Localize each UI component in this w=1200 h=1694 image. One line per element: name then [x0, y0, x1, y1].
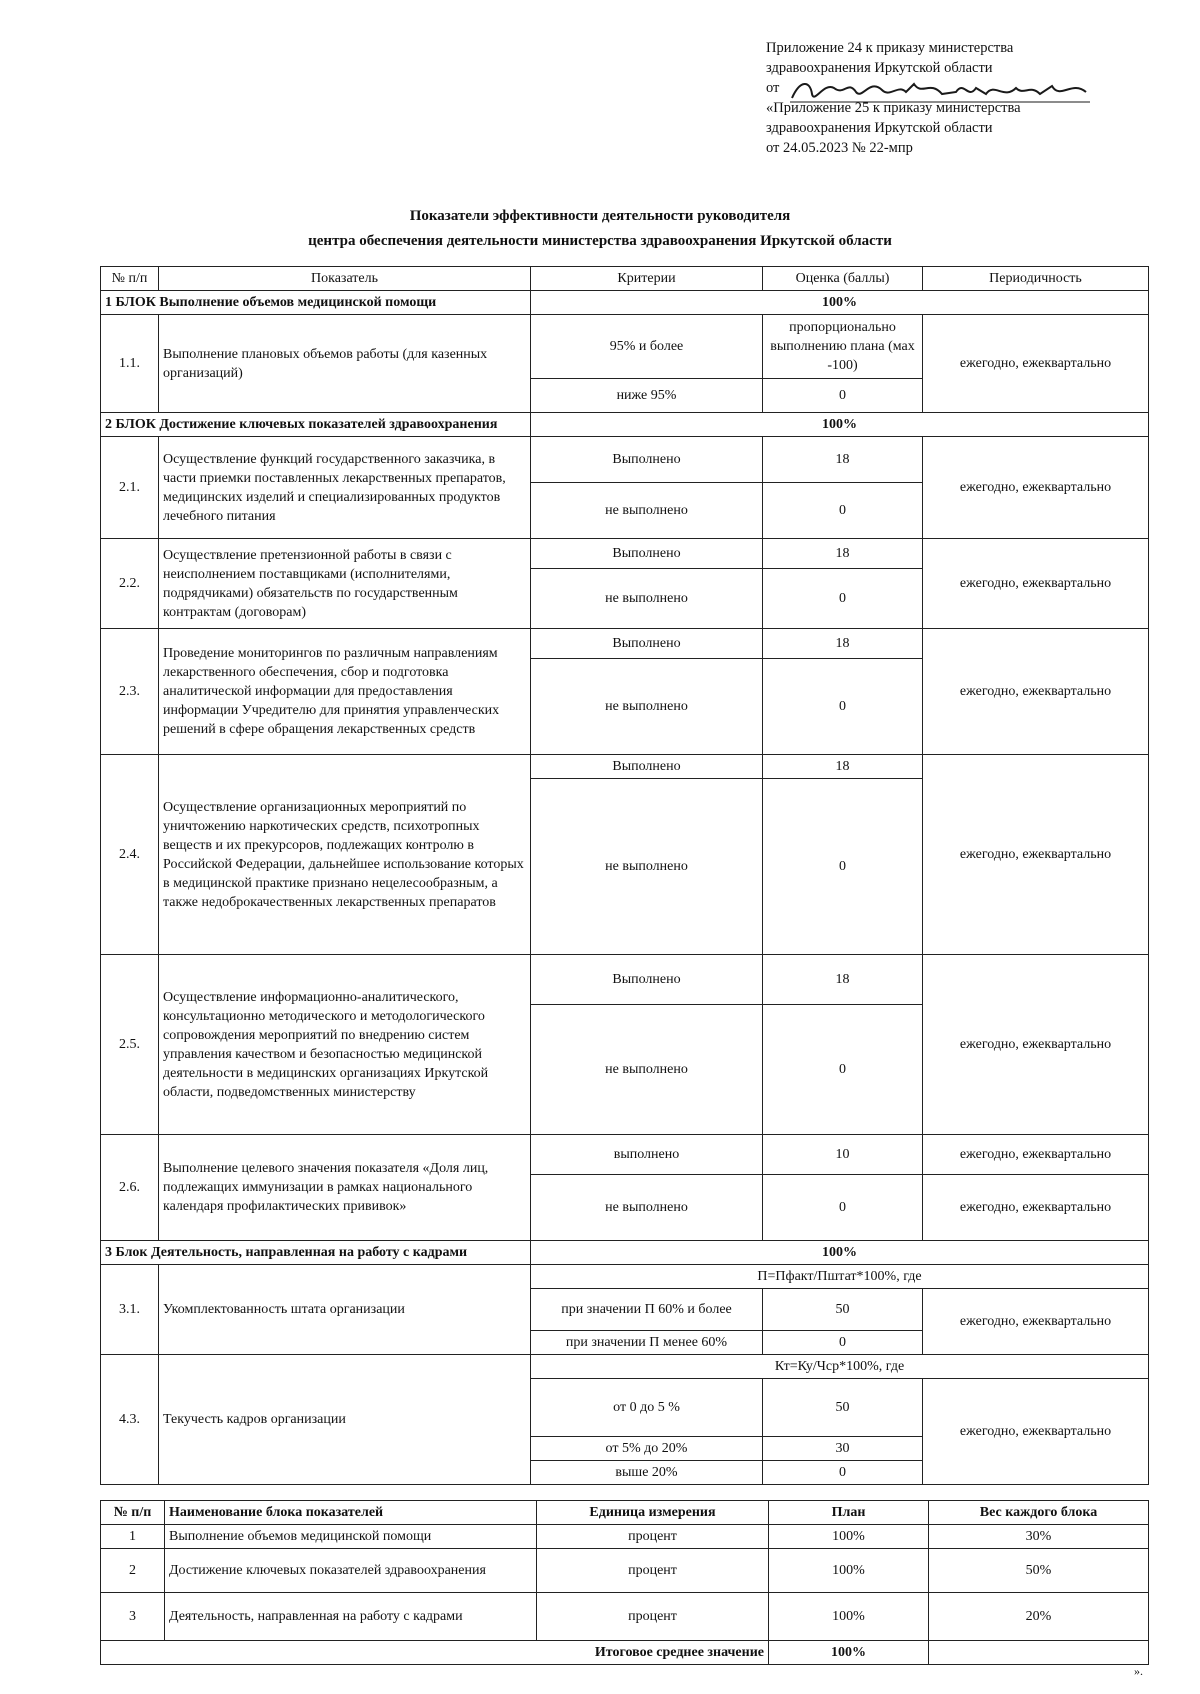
summary-unit: процент — [537, 1593, 769, 1641]
block-3-weight: 100% — [531, 1241, 1149, 1265]
score-cell: 18 — [763, 437, 923, 483]
indicator-text: Осуществление претензионной работы в связи с неисполнением поставщиками (исполнителями, подрядчиками) обязательств по государственным контрактам (договорам) — [159, 539, 531, 629]
score-cell: 18 — [763, 539, 923, 569]
summary-weight: 20% — [929, 1593, 1149, 1641]
indicator-text: Осуществление информационно-аналитического, консультационно методического и методологического сопровождения мероприятий по внедрению систем управления качеством и безопасностью медицинской деятельности в медицинских организациях Иркутской области, подведомственных министерству — [159, 955, 531, 1135]
header-num: № п/п — [101, 267, 159, 291]
header-line-2: здравоохранения Иркутской области — [766, 60, 993, 76]
header-line-4: «Приложение 25 к приказу министерства — [766, 100, 1021, 116]
criteria-cell: Выполнено — [531, 755, 763, 779]
score-cell: 0 — [763, 659, 923, 755]
criteria-cell: от 5% до 20% — [531, 1437, 763, 1461]
header-line-1: Приложение 24 к приказу министерства — [766, 40, 1014, 56]
criteria-cell: не выполнено — [531, 483, 763, 539]
block-3-row — [101, 1241, 1149, 1265]
summary-header-plan: План — [769, 1501, 929, 1525]
summary-total-value: 100% — [769, 1641, 929, 1665]
score-cell: 0 — [763, 779, 923, 955]
row-number: 2.2. — [101, 539, 159, 629]
block-1-weight: 100% — [531, 291, 1149, 315]
summary-plan: 100% — [769, 1593, 929, 1641]
table-row — [101, 1593, 1149, 1641]
period-cell: ежегодно, ежеквартально — [923, 955, 1149, 1135]
score-cell: 0 — [763, 1175, 923, 1241]
summary-weight: 30% — [929, 1525, 1149, 1549]
criteria-cell: выше 20% — [531, 1461, 763, 1485]
closing-quote: ». — [1134, 1664, 1143, 1678]
indicator-text: Осуществление функций государственного заказчика, в части приемки поставленных лекарственных препаратов, медицинских изделий и специализированных продуктов лечебного питания — [159, 437, 531, 539]
row-number: 2.1. — [101, 437, 159, 539]
period-cell: ежегодно, ежеквартально — [923, 1175, 1149, 1241]
score-cell: 30 — [763, 1437, 923, 1461]
criteria-cell: не выполнено — [531, 659, 763, 755]
summary-num: 3 — [101, 1593, 165, 1641]
header-period: Периодичность — [923, 267, 1149, 291]
score-cell: 0 — [763, 1005, 923, 1135]
score-cell: пропорционально выполнению плана (мах -100) — [763, 315, 923, 379]
formula-cell: П=Пфакт/Пштат*100%, где — [531, 1265, 1149, 1289]
period-cell: ежегодно, ежеквартально — [923, 755, 1149, 955]
summary-header-name: Наименование блока показателей — [165, 1501, 537, 1525]
score-cell: 18 — [763, 629, 923, 659]
table-row — [101, 1525, 1149, 1549]
criteria-cell: при значении П менее 60% — [531, 1331, 763, 1355]
row-number: 2.3. — [101, 629, 159, 755]
block-1-row — [101, 291, 1149, 315]
score-cell: 0 — [763, 483, 923, 539]
header-indicator: Показатель — [159, 267, 531, 291]
summary-header-unit: Единица измерения — [537, 1501, 769, 1525]
block-1-title: 1 БЛОК Выполнение объемов медицинской помощи — [101, 291, 531, 315]
summary-num: 1 — [101, 1525, 165, 1549]
summary-name: Деятельность, направленная на работу с кадрами — [165, 1593, 537, 1641]
criteria-cell: 95% и более — [531, 315, 763, 379]
handwritten-date-signature — [790, 70, 1090, 110]
criteria-cell: не выполнено — [531, 1175, 763, 1241]
table-header-row — [101, 267, 1149, 291]
period-cell: ежегодно, ежеквартально — [923, 437, 1149, 539]
criteria-cell: ниже 95% — [531, 379, 763, 413]
table-row — [101, 1135, 1149, 1175]
row-number: 2.5. — [101, 955, 159, 1135]
table-row — [101, 629, 1149, 659]
row-number: 2.4. — [101, 755, 159, 955]
score-cell: 50 — [763, 1379, 923, 1437]
formula-cell: Кт=Ку/Чср*100%, где — [531, 1355, 1149, 1379]
summary-unit: процент — [537, 1549, 769, 1593]
document-title-line-1: Показатели эффективности деятельности руководителя — [409, 208, 791, 224]
table-row — [101, 315, 1149, 379]
block-2-title: 2 БЛОК Достижение ключевых показателей здравоохранения — [101, 413, 531, 437]
summary-plan: 100% — [769, 1549, 929, 1593]
table-row — [101, 755, 1149, 779]
block-2-weight: 100% — [531, 413, 1149, 437]
table-row — [101, 955, 1149, 1005]
summary-total-row — [101, 1641, 1149, 1665]
summary-header-row — [101, 1501, 1149, 1525]
indicator-text: Выполнение плановых объемов работы (для казенных организаций) — [159, 315, 531, 413]
summary-total-empty — [929, 1641, 1149, 1665]
criteria-cell: Выполнено — [531, 955, 763, 1005]
criteria-cell: от 0 до 5 % — [531, 1379, 763, 1437]
score-cell: 18 — [763, 955, 923, 1005]
score-cell: 50 — [763, 1289, 923, 1331]
criteria-cell: не выполнено — [531, 569, 763, 629]
score-cell: 0 — [763, 569, 923, 629]
score-cell: 0 — [763, 1331, 923, 1355]
indicator-text: Выполнение целевого значения показателя «Доля лиц, подлежащих иммунизации в рамках национального календаря профилактических прививок» — [159, 1135, 531, 1241]
summary-name: Выполнение объемов медицинской помощи — [165, 1525, 537, 1549]
header-line-5: здравоохранения Иркутской области — [766, 120, 993, 136]
indicator-text: Проведение мониторингов по различным направлениям лекарственного обеспечения, сбор и подготовка аналитической информации для предоставления информации Учредителю для принятия управленческих решений в сфере обращения лекарственных средств — [159, 629, 531, 755]
criteria-cell: Выполнено — [531, 629, 763, 659]
table-row — [101, 437, 1149, 483]
criteria-cell: Выполнено — [531, 437, 763, 483]
block-3-title: 3 Блок Деятельность, направленная на работу с кадрами — [101, 1241, 531, 1265]
document-title-line-2: центра обеспечения деятельности министерства здравоохранения Иркутской области — [308, 233, 892, 249]
period-cell: ежегодно, ежеквартально — [923, 315, 1149, 413]
period-cell: ежегодно, ежеквартально — [923, 1289, 1149, 1355]
criteria-cell: Выполнено — [531, 539, 763, 569]
summary-weight: 50% — [929, 1549, 1149, 1593]
score-cell: 18 — [763, 755, 923, 779]
indicator-text: Осуществление организационных мероприятий по уничтожению наркотических средств, психотропных веществ и их прекурсоров, подлежащих контролю в Российской Федерации, дальнейшее использование которых в медицинской практике признано нецелесообразным, а также недоброкачественных лекарственных препаратов — [159, 755, 531, 955]
table-row — [101, 1265, 1149, 1289]
row-number: 1.1. — [101, 315, 159, 413]
header-line-6: от 24.05.2023 № 22-мпр — [766, 140, 913, 156]
indicator-text: Укомплектованность штата организации — [159, 1265, 531, 1355]
header-criteria: Критерии — [531, 267, 763, 291]
score-cell: 10 — [763, 1135, 923, 1175]
row-number: 3.1. — [101, 1265, 159, 1355]
criteria-cell: не выполнено — [531, 1005, 763, 1135]
table-row — [101, 1355, 1149, 1379]
table-row — [101, 1549, 1149, 1593]
period-cell: ежегодно, ежеквартально — [923, 539, 1149, 629]
summary-plan: 100% — [769, 1525, 929, 1549]
block-2-row — [101, 413, 1149, 437]
header-line-3-prefix: от — [766, 80, 780, 96]
criteria-cell: выполнено — [531, 1135, 763, 1175]
score-cell: 0 — [763, 1461, 923, 1485]
summary-num: 2 — [101, 1549, 165, 1593]
row-number: 4.3. — [101, 1355, 159, 1485]
table-row — [101, 539, 1149, 569]
row-number: 2.6. — [101, 1135, 159, 1241]
criteria-cell: при значении П 60% и более — [531, 1289, 763, 1331]
summary-name: Достижение ключевых показателей здравоохранения — [165, 1549, 537, 1593]
summary-header-num: № п/п — [101, 1501, 165, 1525]
summary-header-weight: Вес каждого блока — [929, 1501, 1149, 1525]
summary-total-label: Итоговое среднее значение — [101, 1641, 769, 1665]
period-cell: ежегодно, ежеквартально — [923, 629, 1149, 755]
summary-unit: процент — [537, 1525, 769, 1549]
score-cell: 0 — [763, 379, 923, 413]
indicators-table — [100, 266, 1149, 1485]
period-cell: ежегодно, ежеквартально — [923, 1379, 1149, 1485]
criteria-cell: не выполнено — [531, 779, 763, 955]
period-cell: ежегодно, ежеквартально — [923, 1135, 1149, 1175]
header-score: Оценка (баллы) — [763, 267, 923, 291]
indicator-text: Текучесть кадров организации — [159, 1355, 531, 1485]
summary-table — [100, 1500, 1149, 1665]
